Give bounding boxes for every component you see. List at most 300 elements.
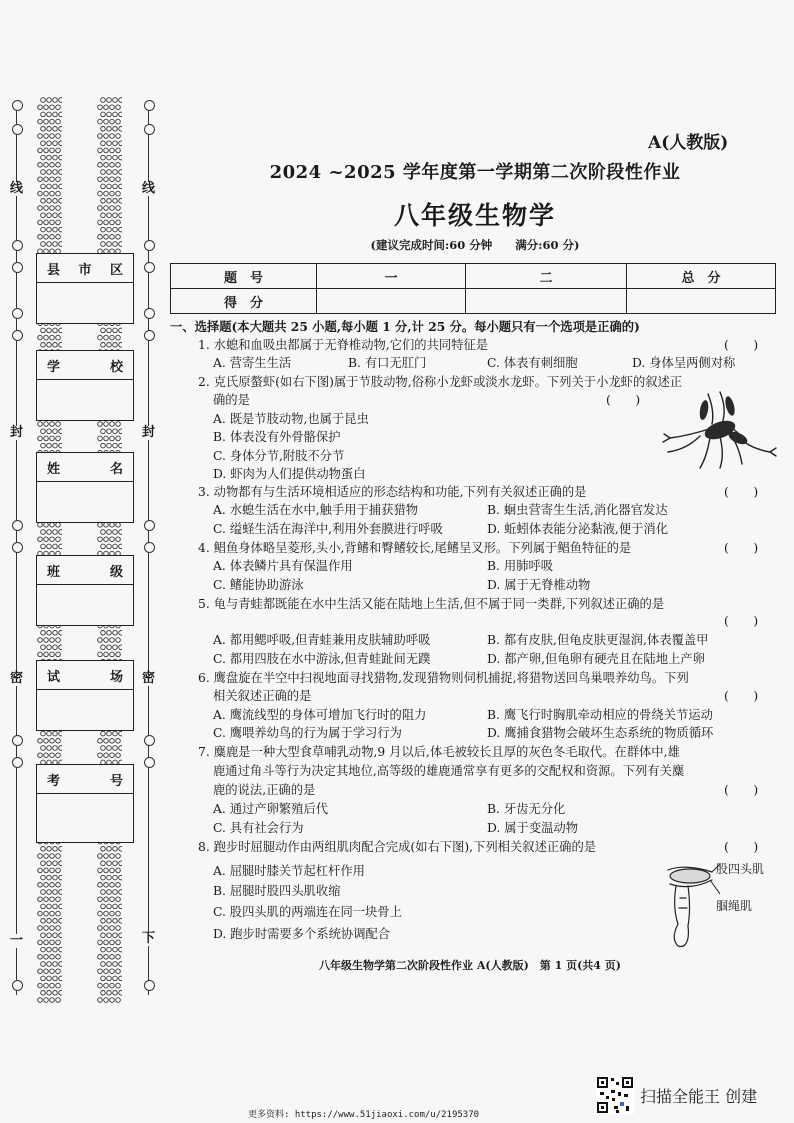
binding-dot [53, 746, 58, 751]
binding-dot [116, 335, 121, 340]
binding-dot [47, 155, 52, 160]
binding-dot [50, 163, 55, 168]
q2-option-c: C. 身体分节,附肢不分节 [213, 449, 345, 463]
q4-option-a: A. 体表鳞片具有保温作用 [213, 559, 353, 573]
binding-dot [119, 861, 122, 866]
binding-dot [53, 861, 58, 866]
q1-option-a: A. 营寄生生活 [213, 356, 292, 370]
score-input-part1[interactable] [317, 289, 466, 314]
binding-dot [56, 177, 61, 182]
binding-dot [116, 883, 121, 888]
cut-label-secret: 密 [142, 671, 156, 686]
binding-dot [47, 170, 52, 175]
more-resources-link[interactable]: 更多资料: https://www.51jiaoxi.com/u/2195370 [248, 1110, 480, 1120]
binding-dot [116, 148, 121, 153]
binding-dot [101, 155, 106, 160]
q5-option-b: B. 都有皮肤,但龟皮肤更湿润,体表覆盖甲 [487, 633, 709, 647]
answer-blank[interactable]: ( ) [724, 689, 759, 703]
binding-dot [41, 991, 46, 996]
binding-dot [41, 170, 46, 175]
binding-dot [38, 148, 43, 153]
binding-dot [98, 926, 103, 931]
binding-dot [107, 991, 112, 996]
edition-label: A(人教版) [648, 133, 729, 153]
binding-dot [104, 148, 109, 153]
binding-dot [119, 530, 122, 535]
binding-dot [47, 947, 52, 952]
binding-dot [47, 847, 52, 852]
binding-dot [113, 227, 118, 232]
binding-dot [38, 940, 43, 945]
binding-dot [53, 199, 58, 204]
binding-dot [56, 638, 61, 643]
binding-dot [56, 854, 61, 859]
binding-dot [116, 652, 121, 657]
q1-option-d: D. 身体呈两侧对称 [632, 356, 736, 370]
binding-dot [50, 911, 55, 916]
binding-dot [98, 148, 103, 153]
binding-dot [119, 919, 122, 924]
binding-dot [53, 170, 58, 175]
binding-dot [59, 976, 62, 981]
q5-option-c: C. 都用四肢在水中游泳,但青蛙趾间无蹼 [213, 652, 431, 666]
q7-stem-cont2: 鹿的说法,正确的是 [213, 783, 316, 797]
binding-dot [110, 148, 115, 153]
binding-dot [47, 875, 52, 880]
binding-dot [59, 127, 62, 132]
binding-dot [50, 537, 55, 542]
score-table-cell: 总 分 [627, 264, 776, 289]
binding-dot [113, 155, 118, 160]
binding-dot [53, 429, 58, 434]
binding-dot [59, 890, 62, 895]
binding-dot [119, 904, 122, 909]
q2-option-a: A. 既是节肢动物,也属于昆虫 [213, 412, 369, 426]
binding-dot [50, 134, 55, 139]
binding-dot [113, 199, 118, 204]
binding-dot [41, 530, 46, 535]
binding-dot [107, 530, 112, 535]
exam-room-input-area[interactable] [37, 690, 133, 730]
binding-dot [116, 119, 121, 124]
binding-dot [47, 991, 52, 996]
binding-dot [110, 335, 115, 340]
binding-dot [113, 112, 118, 117]
q5-option-a: A. 都用鳃呼吸,但青蛙兼用皮肤辅助呼吸 [213, 633, 431, 647]
binding-dot [119, 112, 122, 117]
binding-dot [113, 933, 118, 938]
binding-dot [59, 141, 62, 146]
binding-dot [119, 443, 122, 448]
binding-dot [56, 537, 61, 542]
answer-blank[interactable]: ( ) [606, 393, 641, 407]
binding-dot [101, 242, 106, 247]
binding-dot [56, 998, 61, 1003]
binding-dot [101, 919, 106, 924]
binding-dot [47, 933, 52, 938]
binding-dot [116, 983, 121, 988]
score-table-cell: 得 分 [171, 289, 317, 314]
binding-dot [59, 98, 62, 103]
school-input-area[interactable] [37, 380, 133, 420]
binding-dot [113, 328, 118, 333]
binding-dot [53, 127, 58, 132]
binding-dot [104, 206, 109, 211]
binding-dot [104, 638, 109, 643]
binding-dot [47, 98, 52, 103]
binding-dot [41, 947, 46, 952]
binding-dot [47, 645, 52, 650]
binding-dot [41, 98, 46, 103]
binding-dot [101, 991, 106, 996]
binding-dot [59, 919, 62, 924]
binding-dot [59, 155, 62, 160]
binding-dot [101, 227, 106, 232]
binding-dot [44, 969, 49, 974]
class-input-area[interactable] [37, 585, 133, 625]
binding-dot [98, 235, 103, 240]
binding-dot [53, 976, 58, 981]
binding-dot [44, 638, 49, 643]
field-exam-number [36, 764, 134, 843]
field-county [36, 253, 134, 324]
binding-dot [56, 422, 61, 427]
binding-dot [119, 170, 122, 175]
binding-dot [104, 191, 109, 196]
binding-hole [12, 330, 23, 341]
q4-stem: 4. 鲳鱼身体略呈菱形,头小,背鳍和臀鳍较长,尾鳍呈叉形。下列属于鲳鱼特征的是 [198, 541, 632, 555]
binding-dot [101, 170, 106, 175]
binding-dot [98, 134, 103, 139]
binding-dot [107, 962, 112, 967]
answer-blank[interactable]: ( ) [724, 614, 759, 628]
binding-dot [47, 213, 52, 218]
name-input-area[interactable] [37, 482, 133, 522]
binding-dot [44, 753, 49, 758]
binding-dot [113, 127, 118, 132]
binding-dot [47, 227, 52, 232]
binding-dot [107, 184, 112, 189]
binding-dot [59, 199, 62, 204]
binding-dot [44, 134, 49, 139]
field-label: 县 [47, 262, 61, 278]
binding-dot [53, 933, 58, 938]
binding-dot [113, 213, 118, 218]
binding-dot [44, 105, 49, 110]
binding-dot [113, 991, 118, 996]
binding-dot [104, 436, 109, 441]
binding-dot [98, 883, 103, 888]
binding-dot [41, 127, 46, 132]
subject-title: 八年级生物学 [393, 201, 556, 230]
binding-dot [38, 868, 43, 873]
binding-dot [56, 897, 61, 902]
q8-option-d: D. 跑步时需要多个系统协调配合 [213, 927, 391, 941]
binding-dot [98, 911, 103, 916]
binding-hole [144, 124, 155, 135]
binding-hole [144, 520, 155, 531]
binding-dot [53, 631, 58, 636]
binding-dot [116, 854, 121, 859]
binding-dot [101, 184, 106, 189]
answer-blank[interactable]: ( ) [724, 338, 759, 352]
binding-dot [53, 328, 58, 333]
binding-dot [50, 926, 55, 931]
binding-dot [116, 220, 121, 225]
binding-dot [50, 523, 55, 528]
binding-dot [104, 134, 109, 139]
binding-hole [12, 240, 23, 251]
binding-dot [98, 753, 103, 758]
binding-dot [116, 134, 121, 139]
binding-dot [113, 141, 118, 146]
binding-dot [47, 184, 52, 189]
binding-dot [101, 328, 106, 333]
binding-hole [144, 330, 155, 341]
binding-dot [56, 926, 61, 931]
binding-dot [98, 998, 103, 1003]
binding-dot [50, 955, 55, 960]
binding-dot [119, 155, 122, 160]
binding-dot [38, 926, 43, 931]
binding-dot [50, 739, 55, 744]
binding-dot [113, 861, 118, 866]
binding-dot [59, 343, 62, 348]
binding-dot [98, 969, 103, 974]
binding-dot [98, 854, 103, 859]
score-input-total[interactable] [627, 289, 776, 314]
binding-dot [116, 926, 121, 931]
binding-dot [110, 926, 115, 931]
binding-dot [59, 904, 62, 909]
q2-option-b: B. 体表没有外骨骼保护 [213, 430, 341, 444]
binding-dot [119, 875, 122, 880]
binding-dot [59, 933, 62, 938]
binding-dot [107, 890, 112, 895]
binding-dot [38, 739, 43, 744]
binding-dot [50, 235, 55, 240]
binding-dot [113, 847, 118, 852]
score-input-part2[interactable] [466, 289, 627, 314]
q2-option-d: D. 虾肉为人们提供动物蛋白 [213, 467, 366, 481]
binding-dot [110, 868, 115, 873]
cut-label-seal: 封 [142, 425, 156, 440]
binding-dot [50, 998, 55, 1003]
q7-option-a: A. 通过产卵繁殖后代 [213, 802, 329, 816]
binding-dot [107, 645, 112, 650]
binding-dot [119, 544, 122, 549]
binding-dot [101, 904, 106, 909]
binding-dot [47, 141, 52, 146]
binding-dot [116, 940, 121, 945]
binding-dot [41, 443, 46, 448]
field-label: 名 [109, 461, 123, 477]
q6-option-b: B. 鹰飞行时胸肌牵动相应的骨绕关节运动 [487, 708, 713, 722]
binding-dot [104, 177, 109, 182]
binding-dot [119, 199, 122, 204]
binding-dot [101, 141, 106, 146]
binding-dot [104, 868, 109, 873]
binding-dot [119, 242, 122, 247]
binding-dot [119, 731, 122, 736]
binding-dot [50, 177, 55, 182]
binding-dot [56, 523, 61, 528]
binding-dot [113, 530, 118, 535]
binding-dot [44, 739, 49, 744]
q4-option-b: B. 用肺呼吸 [487, 559, 554, 573]
dot-column-right [96, 96, 122, 1004]
binding-dot [98, 983, 103, 988]
binding-dot [50, 940, 55, 945]
binding-dot [101, 731, 106, 736]
binding-dot [41, 904, 46, 909]
binding-dot [44, 148, 49, 153]
binding-dot [38, 436, 43, 441]
binding-dot [38, 422, 43, 427]
binding-dot [38, 753, 43, 758]
binding-dot [107, 947, 112, 952]
binding-dot [38, 206, 43, 211]
binding-dot [113, 429, 118, 434]
binding-dot [41, 746, 46, 751]
binding-dot [98, 739, 103, 744]
field-label: 区 [109, 262, 123, 278]
binding-dot [44, 177, 49, 182]
binding-hole [12, 100, 23, 111]
answer-blank[interactable]: ( ) [724, 541, 759, 555]
binding-dot [116, 422, 121, 427]
binding-dot [104, 235, 109, 240]
binding-dot [113, 184, 118, 189]
binding-dot [44, 868, 49, 873]
binding-dot [44, 220, 49, 225]
binding-dot [47, 443, 52, 448]
q1-option-c: C. 体表有刺细胞 [487, 356, 578, 370]
q7-option-d: D. 属于变温动物 [487, 821, 579, 835]
binding-dot [59, 847, 62, 852]
binding-hole [144, 262, 155, 273]
field-label: 号 [109, 773, 123, 789]
binding-dot [56, 652, 61, 657]
binding-dot [104, 105, 109, 110]
cut-label-seal: 封 [10, 425, 24, 440]
binding-dot [116, 206, 121, 211]
binding-dot [41, 890, 46, 895]
q7-stem: 7. 麋鹿是一种大型食草哺乳动物,9 月以后,体毛被较长且厚的灰色冬毛取代。在群体中,雄 [198, 745, 680, 759]
field-class [36, 555, 134, 626]
binding-dot [104, 335, 109, 340]
binding-dot [104, 119, 109, 124]
binding-dot [56, 335, 61, 340]
binding-dot [98, 652, 103, 657]
binding-dot [107, 170, 112, 175]
binding-dot [110, 911, 115, 916]
binding-dot [101, 976, 106, 981]
binding-dot [110, 191, 115, 196]
binding-dot [53, 890, 58, 895]
answer-blank[interactable]: ( ) [724, 485, 759, 499]
binding-dot [44, 883, 49, 888]
binding-dot [38, 163, 43, 168]
exam-number-input-area[interactable] [37, 794, 133, 842]
binding-dot [107, 429, 112, 434]
binding-dot [38, 119, 43, 124]
binding-hole [144, 980, 155, 991]
binding-dot [107, 861, 112, 866]
binding-dot [101, 127, 106, 132]
q7-option-c: C. 具有社会行为 [213, 821, 304, 835]
binding-hole [144, 308, 155, 319]
answer-blank[interactable]: ( ) [724, 840, 759, 854]
binding-dot [53, 947, 58, 952]
binding-dot [44, 940, 49, 945]
binding-dot [119, 127, 122, 132]
binding-dot [116, 638, 121, 643]
binding-dot [59, 213, 62, 218]
binding-dot [107, 141, 112, 146]
binding-dot [53, 544, 58, 549]
binding-dot [119, 328, 122, 333]
binding-dot [59, 962, 62, 967]
binding-dot [56, 969, 61, 974]
binding-dot [47, 429, 52, 434]
answer-blank[interactable]: ( ) [724, 783, 759, 797]
binding-dot [104, 854, 109, 859]
binding-dot [113, 976, 118, 981]
binding-dot [47, 530, 52, 535]
exam-time-note: (建议完成时间:60 分钟 满分:60 分) [370, 238, 580, 252]
binding-hole [12, 735, 23, 746]
binding-dot [53, 242, 58, 247]
binding-dot [53, 731, 58, 736]
binding-dot [59, 443, 62, 448]
binding-dot [38, 523, 43, 528]
binding-dot [119, 947, 122, 952]
binding-dot [119, 213, 122, 218]
field-label: 校 [109, 359, 123, 375]
binding-dot [104, 652, 109, 657]
binding-dot [50, 854, 55, 859]
binding-dot [53, 645, 58, 650]
binding-dot [53, 141, 58, 146]
binding-dot [47, 976, 52, 981]
county-input-area[interactable] [37, 283, 133, 323]
binding-dot [107, 343, 112, 348]
binding-dot [44, 422, 49, 427]
binding-dot [59, 170, 62, 175]
binding-dot [56, 753, 61, 758]
binding-dot [116, 753, 121, 758]
q7-option-b: B. 牙齿无分化 [487, 802, 566, 816]
binding-dot [41, 184, 46, 189]
field-label: 市 [78, 262, 92, 278]
binding-dot [56, 911, 61, 916]
binding-dot [104, 955, 109, 960]
binding-dot [113, 631, 118, 636]
binding-dot [104, 926, 109, 931]
exam-title: 2024 ~2025 学年度第一学期第二次阶段性作业 [269, 162, 681, 183]
binding-dot [53, 343, 58, 348]
binding-dot [98, 436, 103, 441]
binding-dot [47, 746, 52, 751]
binding-dot [47, 919, 52, 924]
binding-dot [41, 847, 46, 852]
binding-dot [53, 847, 58, 852]
score-table-cell: 一 [317, 264, 466, 289]
binding-dot [59, 227, 62, 232]
binding-dot [38, 969, 43, 974]
binding-dot [50, 753, 55, 758]
